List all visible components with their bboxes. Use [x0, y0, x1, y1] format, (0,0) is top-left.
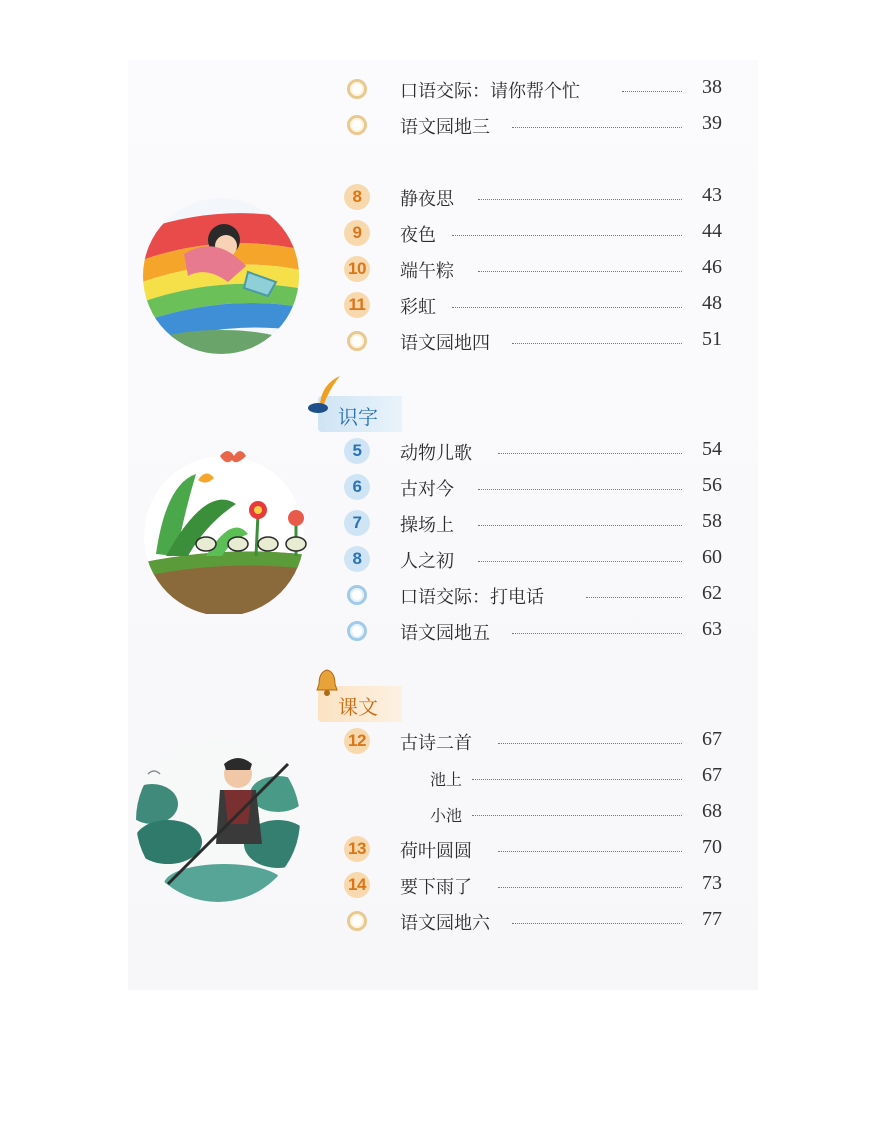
empty-marker	[342, 762, 372, 792]
page-number: 62	[702, 582, 722, 604]
lesson-number-badge	[342, 508, 372, 538]
empty-marker	[342, 798, 372, 828]
entry-title: 荷叶圆圆	[400, 841, 472, 862]
toc-entry[interactable]	[342, 834, 722, 864]
dot-leader	[512, 923, 682, 924]
lesson-number: 5	[344, 438, 370, 464]
entry-title: 端午粽	[400, 261, 454, 282]
section-tab-kewen[interactable]	[318, 686, 402, 722]
lesson-number: 7	[344, 510, 370, 536]
lesson-number-badge	[342, 254, 372, 284]
toc-entry[interactable]	[342, 798, 722, 828]
entry-title: 口语交际：请你帮个忙	[400, 81, 580, 102]
dot-leader	[472, 815, 682, 816]
ring-bullet	[347, 331, 367, 351]
entry-title: 要下雨了	[400, 877, 472, 898]
dot-leader	[478, 525, 682, 526]
page-number: 68	[702, 800, 722, 822]
ring-bullet-icon	[342, 580, 372, 610]
quill-inkwell-icon	[306, 374, 342, 414]
toc-entry[interactable]	[342, 870, 722, 900]
dot-leader	[478, 489, 682, 490]
entry-title: 池上	[430, 770, 463, 789]
page-number: 63	[702, 618, 722, 640]
toc-entry[interactable]	[342, 182, 722, 212]
page-number: 67	[702, 728, 722, 750]
page-number: 54	[702, 438, 722, 460]
ring-bullet	[347, 585, 367, 605]
toc-entry[interactable]	[342, 472, 722, 502]
entry-title: 口语交际：打电话	[400, 587, 544, 608]
entry-title: 古对今	[400, 479, 454, 500]
section-tab-shizi[interactable]	[318, 396, 402, 432]
ring-bullet-icon	[342, 74, 372, 104]
toc-entry[interactable]	[342, 726, 722, 756]
page-number: 48	[702, 292, 722, 314]
lesson-number-badge	[342, 218, 372, 248]
toc-entry[interactable]	[342, 254, 722, 284]
dot-leader	[472, 779, 682, 780]
toc-entry[interactable]	[342, 762, 722, 792]
section-title: 课文	[338, 695, 378, 719]
toc-entry[interactable]	[342, 290, 722, 320]
entry-title: 夜色	[400, 225, 436, 246]
entry-title: 彩虹	[400, 297, 436, 318]
entry-title: 静夜思	[400, 189, 454, 210]
toc-entry[interactable]	[342, 110, 722, 140]
page-number: 56	[702, 474, 722, 496]
dot-leader	[622, 91, 682, 92]
toc-entry[interactable]	[342, 218, 722, 248]
lesson-number: 8	[344, 184, 370, 210]
ring-bullet	[347, 115, 367, 135]
lesson-number-badge	[342, 472, 372, 502]
toc-entry[interactable]	[342, 544, 722, 574]
dot-leader	[498, 453, 682, 454]
dot-leader	[512, 343, 682, 344]
dot-leader	[478, 199, 682, 200]
lesson-number: 10	[344, 256, 370, 282]
page-number: 39	[702, 112, 722, 134]
toc-entry[interactable]	[342, 74, 722, 104]
girl-watering-rainbow-illustration	[136, 196, 306, 356]
page-number: 51	[702, 328, 722, 350]
page-number: 67	[702, 764, 722, 786]
ants-and-flowers-illustration	[136, 444, 316, 614]
entry-title: 操场上	[400, 515, 454, 536]
dot-leader	[498, 851, 682, 852]
dot-leader	[512, 127, 682, 128]
page-number: 58	[702, 510, 722, 532]
entry-title: 语文园地五	[400, 623, 490, 644]
entry-title: 人之初	[400, 551, 454, 572]
toc-entry[interactable]	[342, 436, 722, 466]
ring-bullet	[347, 621, 367, 641]
dot-leader	[498, 743, 682, 744]
dot-leader	[452, 307, 682, 308]
ring-bullet	[347, 79, 367, 99]
page-number: 38	[702, 76, 722, 98]
ring-bullet-icon	[342, 906, 372, 936]
page-number: 73	[702, 872, 722, 894]
ring-bullet	[347, 911, 367, 931]
lesson-number: 14	[344, 872, 370, 898]
entry-title: 古诗二首	[400, 733, 472, 754]
page-number: 44	[702, 220, 722, 242]
lesson-number-badge	[342, 834, 372, 864]
ring-bullet-icon	[342, 616, 372, 646]
lesson-number: 12	[344, 728, 370, 754]
dot-leader	[452, 235, 682, 236]
toc-entry[interactable]	[342, 508, 722, 538]
lesson-number-badge	[342, 290, 372, 320]
page-number: 70	[702, 836, 722, 858]
entry-title: 语文园地三	[400, 117, 490, 138]
page-number: 46	[702, 256, 722, 278]
section-title: 识字	[338, 405, 378, 429]
bell-icon	[314, 668, 340, 698]
lesson-number: 8	[344, 546, 370, 572]
toc-entry[interactable]	[342, 326, 722, 356]
lesson-number: 13	[344, 836, 370, 862]
entry-title: 语文园地四	[400, 333, 490, 354]
entry-title: 小池	[430, 806, 463, 825]
lesson-number-badge	[342, 182, 372, 212]
lesson-number-badge	[342, 544, 372, 574]
lesson-number-badge	[342, 436, 372, 466]
lesson-number: 11	[344, 292, 370, 318]
boy-poling-boat-lotus-illustration	[128, 734, 308, 904]
lesson-number: 9	[344, 220, 370, 246]
dot-leader	[478, 561, 682, 562]
ring-bullet-icon	[342, 326, 372, 356]
dot-leader	[512, 633, 682, 634]
toc-entry[interactable]	[342, 906, 722, 936]
lesson-number-badge	[342, 870, 372, 900]
toc-entry[interactable]	[342, 580, 722, 610]
ring-bullet-icon	[342, 110, 372, 140]
dot-leader	[478, 271, 682, 272]
page-number: 60	[702, 546, 722, 568]
entry-title: 动物儿歌	[400, 443, 472, 464]
lesson-number: 6	[344, 474, 370, 500]
lesson-number-badge	[342, 726, 372, 756]
dot-leader	[498, 887, 682, 888]
page-number: 77	[702, 908, 722, 930]
dot-leader	[586, 597, 682, 598]
page-number: 43	[702, 184, 722, 206]
toc-entry[interactable]	[342, 616, 722, 646]
entry-title: 语文园地六	[400, 913, 490, 934]
